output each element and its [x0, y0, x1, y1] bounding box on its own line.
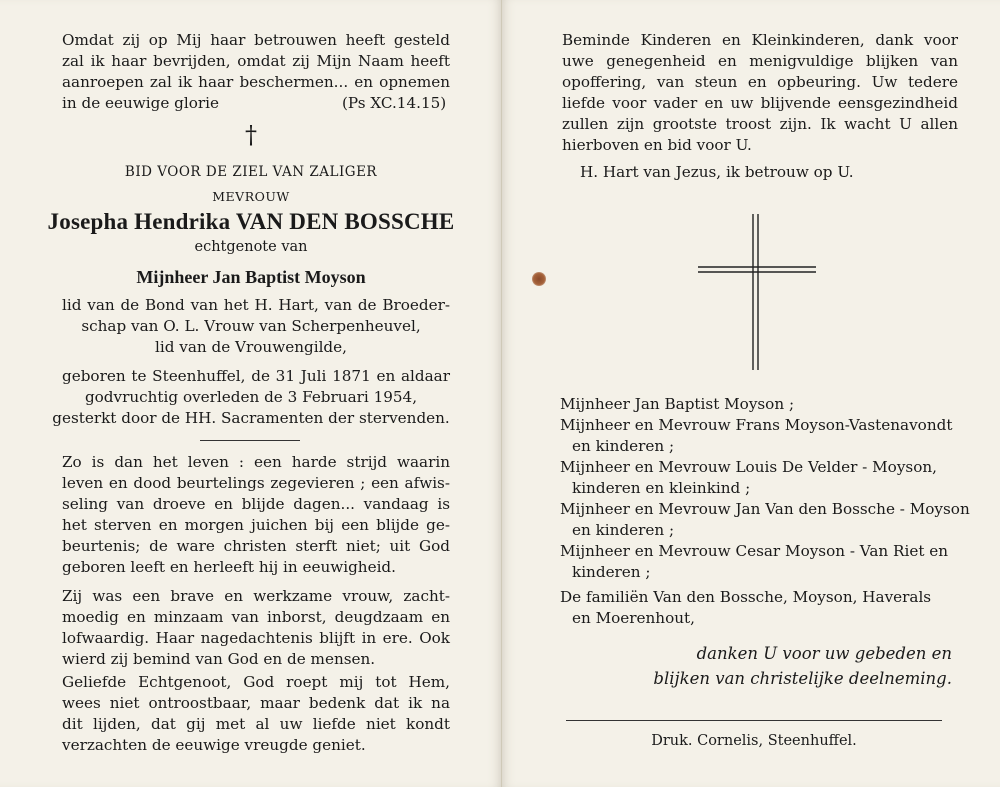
- divider: [200, 440, 300, 441]
- prayer-line: H. Hart van Jezus, ik betrouw op U.: [580, 163, 854, 181]
- pray-heading: BID VOOR DE ZIEL VAN ZALIGER: [124, 164, 378, 180]
- paragraph-line: geboren leeft en herleeft hij in eeuwigheid.: [62, 558, 396, 576]
- paragraph-line: Zij was een brave en werkzame vrouw, zacht-: [62, 587, 450, 605]
- family-line: kinderen ;: [572, 563, 651, 581]
- paragraph-line: Geliefde Echtgenoot, God roept mij tot Hem,: [62, 673, 450, 691]
- message-line: hierboven en bid voor U.: [562, 136, 752, 154]
- thanks-line: blijken van christelijke deelneming.: [653, 669, 952, 688]
- paragraph-line: seling van droeve en blijde dagen... vandaag is: [62, 495, 450, 513]
- paragraph-line: leven en dood beurtelings zegevieren ; een afwis-: [62, 474, 450, 492]
- message-line: liefde voor vader en uw blijvende eensgezindheid: [562, 94, 958, 112]
- paragraph-line: Zo is dan het leven : een harde strijd waarin: [62, 453, 450, 471]
- paragraph-line: wees niet ontroostbaar, maar bedenk dat ik na: [62, 694, 450, 712]
- paragraph-line: lofwaardig. Haar nagedachtenis blijft in ere. Ook: [62, 629, 450, 647]
- family-line: Mijnheer en Mevrouw Cesar Moyson - Van Riet en: [560, 542, 949, 560]
- family-line: en kinderen ;: [572, 521, 675, 539]
- paragraph-line: verzachten de eeuwige vreugde geniet.: [62, 736, 366, 754]
- birth-death-line: geboren te Steenhuffel, de 31 Juli 1871 en aldaar: [62, 367, 450, 385]
- paragraph-line: dit lijden, dat gij met al uw liefde niet kondt: [62, 715, 450, 733]
- printer-credit: Druk. Cornelis, Steenhuffel.: [651, 733, 857, 749]
- family-line: Mijnheer en Mevrouw Louis De Velder - Moyson,: [560, 458, 937, 476]
- family-line: Mijnheer en Mevrouw Frans Moyson-Vastenavondt: [560, 416, 953, 434]
- husband-name: Mijnheer Jan Baptist Moyson: [136, 267, 366, 287]
- verse-line: aanroepen zal ik haar beschermen... en opnemen: [62, 73, 450, 91]
- cross-icon: [692, 212, 822, 372]
- thanks-line: danken U voor uw gebeden en: [696, 644, 952, 663]
- message-line: opoffering, van steun en opbeuring. Uw tedere: [562, 73, 958, 91]
- deceased-name: Josepha Hendrika VAN DEN BOSSCHE: [47, 209, 455, 234]
- paragraph-line: beurtenis; de ware christen sterft niet; uit God: [62, 537, 450, 555]
- stain-mark: [532, 272, 546, 286]
- membership-line: schap van O. L. Vrouw van Scherpenheuvel,: [81, 317, 421, 335]
- family-line: Mijnheer en Mevrouw Jan Van den Bossche - Moyson: [560, 500, 970, 518]
- message-line: zullen zijn grootste troost zijn. Ik wacht U allen: [562, 115, 958, 133]
- verse-line: zal ik haar bevrijden, omdat zij Mijn Naam heeft: [62, 52, 450, 70]
- membership-line: lid van de Vrouwengilde,: [155, 338, 347, 356]
- spouse-of-label: echtgenote van: [194, 239, 308, 255]
- family-line: en kinderen ;: [572, 437, 675, 455]
- paragraph-line: het sterven en morgen juichen bij een blijde ge-: [62, 516, 450, 534]
- birth-death-line: gesterkt door de HH. Sacramenten der stervenden.: [52, 409, 450, 427]
- family-line: De familiën Van den Bossche, Moyson, Haverals: [560, 588, 932, 606]
- message-line: Beminde Kinderen en Kleinkinderen, dank voor: [562, 31, 958, 49]
- family-line: kinderen en kleinkind ;: [572, 479, 751, 497]
- verse-line: in de eeuwige glorie: [62, 94, 219, 112]
- paragraph-line: wierd zij bemind van God en de mensen.: [62, 650, 376, 668]
- divider: [566, 720, 942, 721]
- mevrouw-label: MEVROUW: [212, 189, 290, 204]
- message-line: uwe genegenheid en menigvuldige blijken van: [562, 52, 958, 70]
- verse-line: Omdat zij op Mij haar betrouwen heeft gesteld: [62, 31, 450, 49]
- birth-death-line: godvruchtig overleden de 3 Februari 1954,: [84, 388, 418, 406]
- verse-reference: (Ps XC.14.15): [342, 94, 447, 112]
- paragraph-line: moedig en minzaam van inborst, deugdzaam en: [62, 608, 450, 626]
- cross-icon: †: [245, 121, 257, 149]
- membership-line: lid van de Bond van het H. Hart, van de Broeder-: [62, 296, 450, 314]
- family-line: en Moerenhout,: [572, 609, 695, 627]
- right-page: [502, 0, 1000, 787]
- family-line: Mijnheer Jan Baptist Moyson ;: [560, 395, 795, 413]
